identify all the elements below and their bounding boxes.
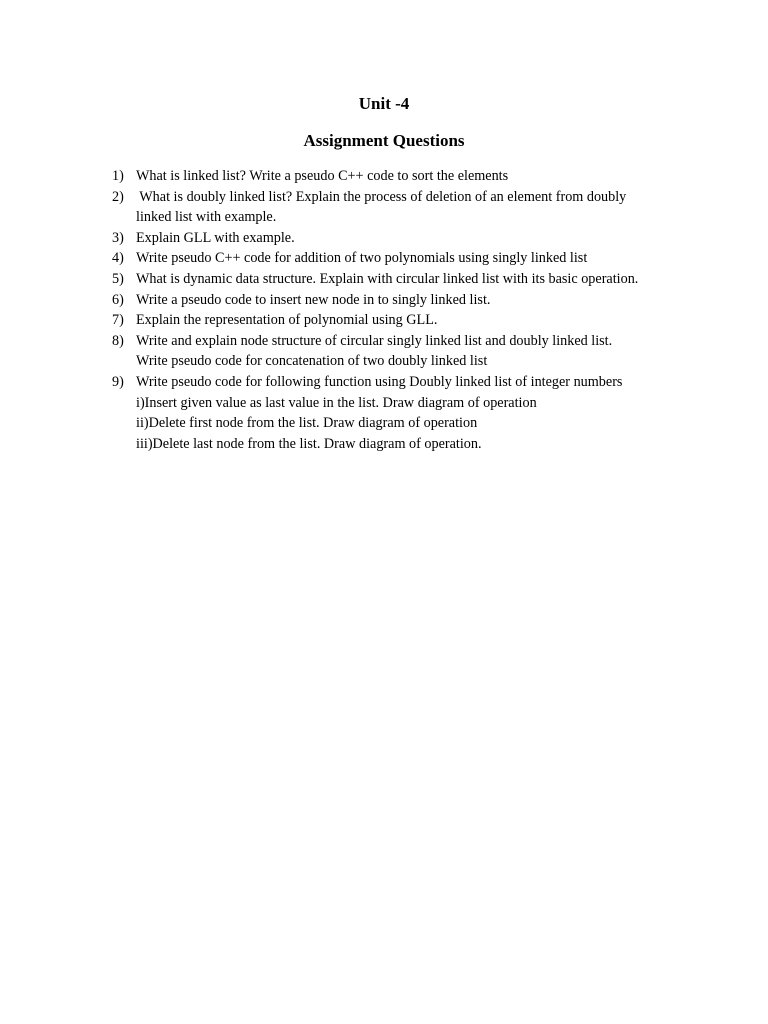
question-item xyxy=(112,269,712,290)
question-text-line: Write pseudo C++ code for addition of two polynomials using singly linked list xyxy=(136,250,588,267)
question-text-line: Write a pseudo code to insert new node in to singly linked list. xyxy=(136,291,491,308)
question-text-line: Explain GLL with example. xyxy=(136,229,295,246)
question-text-line: What is linked list? Write a pseudo C++ code to sort the elements xyxy=(136,168,509,184)
question-number: 3) xyxy=(112,229,124,246)
question-text-line: ii)Delete first node from the list. Draw diagram of operation xyxy=(136,415,478,432)
question-text-line: Write and explain node structure of circular singly linked list and doubly linked list. xyxy=(136,332,613,349)
question-text-line: What is dynamic data structure. Explain with circular linked list with its basic operation. xyxy=(136,270,639,287)
question-item xyxy=(112,290,712,311)
question-text-line: Explain the representation of polynomial using GLL. xyxy=(136,312,438,329)
unit-title: Unit -4 xyxy=(358,94,410,113)
question-text-line: i)Insert given value as last value in the list. Draw diagram of operation xyxy=(136,394,537,411)
question-number: 1) xyxy=(112,168,124,184)
question-number: 5) xyxy=(112,270,124,287)
question-number: 8) xyxy=(112,332,124,349)
question-item xyxy=(112,372,712,454)
question-item xyxy=(112,166,712,187)
question-number: 2) xyxy=(112,188,124,205)
section-title: Assignment Questions xyxy=(303,131,465,150)
question-item xyxy=(112,228,712,249)
question-text-line: iii)Delete last node from the list. Draw diagram of operation. xyxy=(136,435,482,452)
question-item xyxy=(112,310,712,331)
question-item xyxy=(112,248,712,269)
question-number: 4) xyxy=(112,250,124,267)
question-text-line: Write pseudo code for concatenation of two doubly linked list xyxy=(136,353,488,370)
question-number: 9) xyxy=(112,373,124,390)
question-list xyxy=(112,166,712,454)
question-text-line: Write pseudo code for following function using Doubly linked list of integer numbers xyxy=(136,373,623,390)
question-item xyxy=(112,187,712,228)
question-text-line: linked list with example. xyxy=(136,209,277,226)
question-number: 7) xyxy=(112,312,124,329)
question-item xyxy=(112,331,712,372)
question-number: 6) xyxy=(112,291,124,308)
question-text-line: What is doubly linked list? Explain the process of deletion of an element from doubly xyxy=(136,188,627,205)
